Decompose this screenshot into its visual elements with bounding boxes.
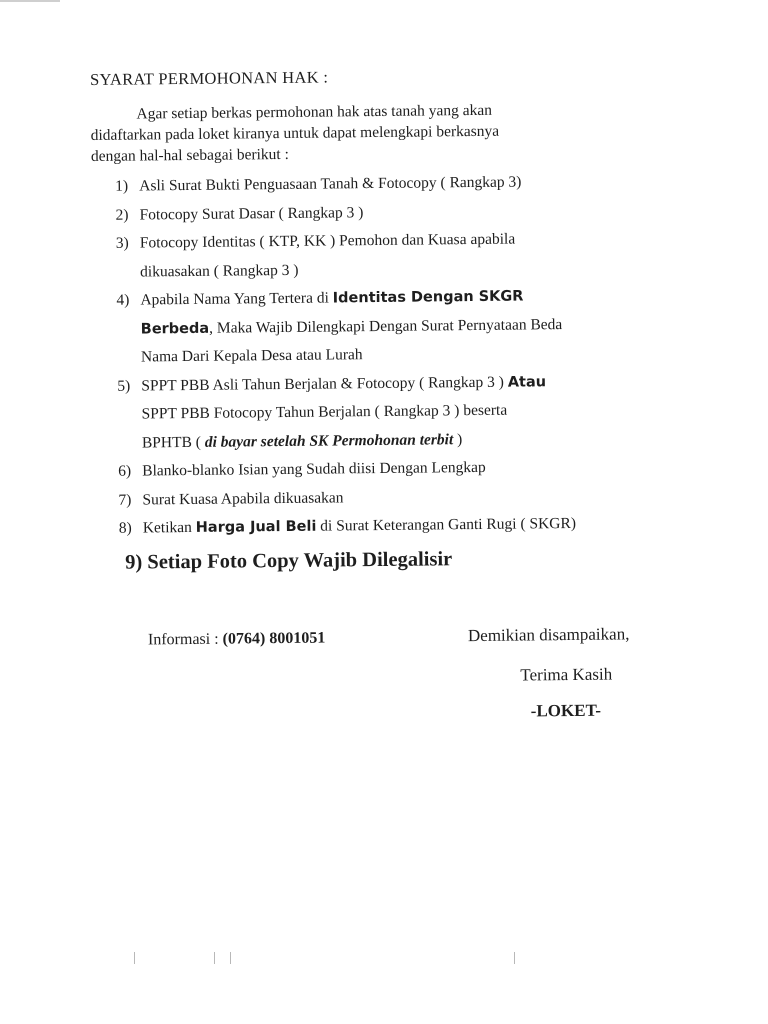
closing-text: Demikian disampaikan, bbox=[467, 623, 630, 645]
intro-line-1: Agar setiap berkas permohonan hak atas tanah yang akan bbox=[136, 101, 493, 123]
requirement-4 bbox=[116, 281, 703, 373]
requirement-5 bbox=[117, 366, 704, 458]
requirement-bold-text: Identitas Dengan SKGR bbox=[332, 288, 524, 307]
document-footer bbox=[96, 613, 707, 759]
requirement-3 bbox=[116, 224, 703, 287]
contact-info bbox=[148, 629, 325, 649]
requirement-fragment: ) bbox=[453, 430, 463, 448]
requirement-line: Nama Dari Kepala Desa atau Lurah bbox=[140, 346, 363, 366]
info-phone: (0764) 8001051 bbox=[222, 629, 326, 648]
requirement-bold-italic-text: di bayar setelah SK Permohonan terbit bbox=[204, 430, 454, 451]
intro-paragraph bbox=[90, 98, 701, 167]
requirement-line: dikuasakan ( Rangkap 3 ) bbox=[140, 261, 299, 280]
requirement-bold-text: Atau bbox=[507, 373, 547, 391]
requirement-number: 7) bbox=[118, 491, 132, 509]
requirement-text: Blanko-blanko Isian yang Sudah diisi Dengan Lengkap bbox=[142, 458, 486, 480]
requirement-number: 5) bbox=[117, 377, 131, 395]
requirements-list bbox=[91, 167, 705, 544]
requirement-fragment: , Maka Wajib Dilengkapi Dengan Surat Pernyataan Beda bbox=[209, 315, 563, 337]
requirement-number: 4) bbox=[116, 291, 130, 309]
intro-line-2: didaftarkan pada loket kiranya untuk dapat melengkapi berkasnya bbox=[90, 122, 500, 144]
requirement-number: 8) bbox=[118, 519, 132, 537]
requirement-text: Fotocopy Surat Dasar ( Rangkap 3 ) bbox=[139, 203, 364, 223]
requirement-fragment: BPHTB ( bbox=[141, 433, 205, 451]
requirement-text bbox=[141, 366, 704, 457]
scan-mark bbox=[230, 952, 231, 964]
intro-line-3: dengan hal-hal sebagai berikut : bbox=[90, 145, 289, 165]
requirement-text bbox=[140, 224, 703, 287]
requirement-bold-text: Harga Jual Beli bbox=[195, 518, 317, 536]
requirement-number: 6) bbox=[118, 462, 132, 480]
scan-mark bbox=[214, 952, 215, 964]
requirement-text bbox=[143, 509, 705, 543]
requirement-number: 3) bbox=[115, 234, 129, 252]
requirement-bold-text: Berbeda bbox=[140, 320, 210, 337]
requirement-line: Fotocopy Identitas ( KTP, KK ) Pemohon dan Kuasa apabila bbox=[139, 230, 516, 252]
requirement-text: Asli Surat Bukti Penguasaan Tanah & Fotocopy ( Rangkap 3) bbox=[139, 173, 522, 195]
legalization-emphasis: 9) Setiap Foto Copy Wajib Dilegalisir bbox=[125, 547, 453, 574]
requirement-fragment: Ketikan bbox=[142, 518, 196, 537]
scan-edge bbox=[0, 0, 60, 2]
scan-mark bbox=[514, 952, 515, 964]
requirement-fragment: di Surat Keterangan Ganti Rugi ( SKGR) bbox=[316, 514, 577, 535]
requirement-fragment: SPPT PBB Asli Tahun Berjalan & Fotocopy ( Rangkap 3 ) bbox=[141, 373, 508, 394]
signature-text: -LOKET- bbox=[530, 700, 602, 720]
thanks-text: Terima Kasih bbox=[520, 664, 613, 685]
requirement-8 bbox=[119, 509, 705, 544]
requirement-line: SPPT PBB Fotocopy Tahun Berjalan ( Rangkap 3 ) beserta bbox=[141, 401, 508, 423]
document-title: SYARAT PERMOHONAN HAK : bbox=[90, 67, 329, 89]
requirement-text: Surat Kuasa Apabila dikuasakan bbox=[142, 488, 344, 508]
scan-mark bbox=[134, 952, 135, 964]
requirement-fragment: Apabila Nama Yang Tertera di bbox=[140, 289, 333, 309]
document-body bbox=[90, 64, 707, 760]
scan-artifacts bbox=[0, 952, 768, 966]
requirement-number: 2) bbox=[115, 206, 129, 224]
info-label: Informasi : bbox=[147, 630, 223, 648]
requirement-number: 1) bbox=[115, 177, 129, 195]
requirement-text bbox=[140, 281, 703, 372]
